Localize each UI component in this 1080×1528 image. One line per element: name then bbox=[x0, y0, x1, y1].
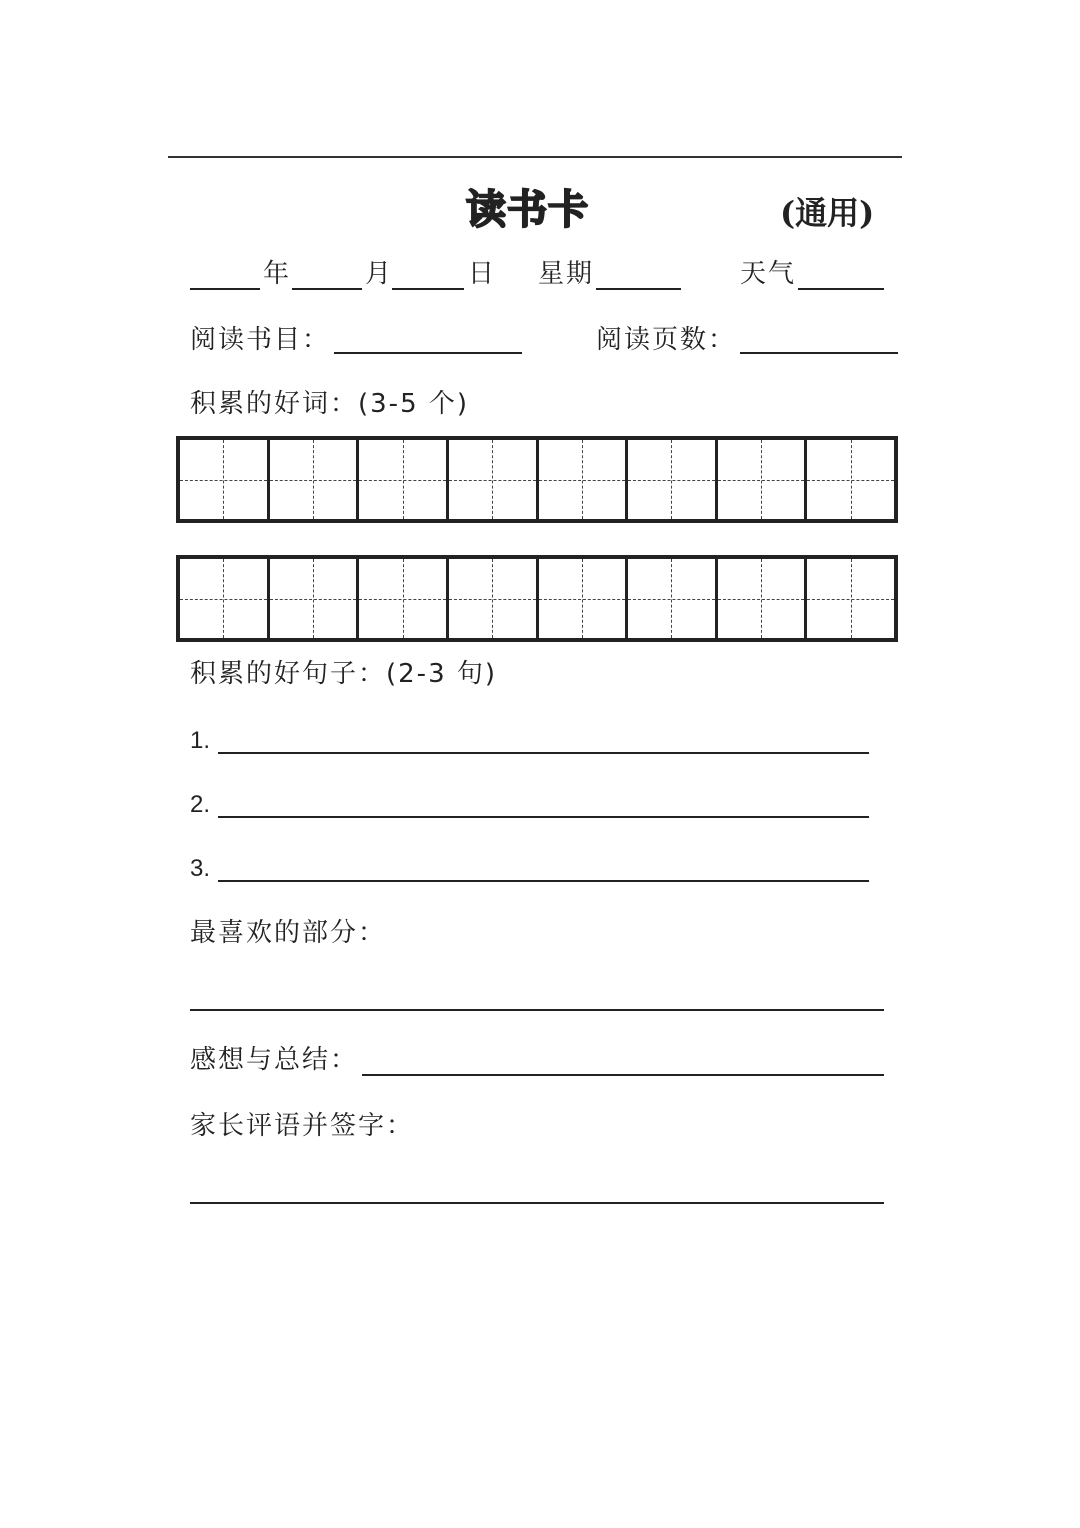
reflection-line[interactable] bbox=[362, 1074, 884, 1076]
writing-cell[interactable] bbox=[270, 440, 360, 519]
favorite-part-label: 最喜欢的部分： bbox=[190, 918, 387, 948]
parent-comment-label: 家长评语并签字： bbox=[190, 1111, 415, 1141]
sentence-number-2: 2. bbox=[190, 791, 211, 818]
header-divider bbox=[168, 156, 902, 158]
sentence-line-2[interactable] bbox=[218, 816, 869, 818]
weekday-blank[interactable] bbox=[596, 288, 681, 290]
writing-cell[interactable] bbox=[270, 559, 360, 638]
favorite-part-line[interactable] bbox=[190, 1009, 884, 1011]
weather-label: 天气 bbox=[740, 259, 797, 289]
writing-cell[interactable] bbox=[180, 440, 270, 519]
sentence-line-3[interactable] bbox=[218, 880, 869, 882]
book-title-blank[interactable] bbox=[334, 352, 522, 354]
year-blank[interactable] bbox=[190, 288, 260, 290]
writing-cell[interactable] bbox=[718, 440, 808, 519]
weekday-label: 星期 bbox=[538, 259, 595, 289]
writing-cell[interactable] bbox=[628, 559, 718, 638]
writing-cell[interactable] bbox=[628, 440, 718, 519]
writing-cell[interactable] bbox=[449, 559, 539, 638]
weather-blank[interactable] bbox=[798, 288, 884, 290]
pages-read-label: 阅读页数： bbox=[596, 325, 737, 355]
reflection-label: 感想与总结： bbox=[190, 1045, 359, 1075]
card-title: 读书卡 bbox=[466, 187, 589, 233]
writing-cell[interactable] bbox=[807, 559, 894, 638]
month-blank[interactable] bbox=[292, 288, 362, 290]
card-subtitle: (通用) bbox=[780, 194, 875, 232]
good-sentences-label: 积累的好句子：(2-3 句) bbox=[190, 659, 498, 689]
writing-cell[interactable] bbox=[539, 440, 629, 519]
writing-cell[interactable] bbox=[180, 559, 270, 638]
pages-read-blank[interactable] bbox=[740, 352, 898, 354]
writing-cell[interactable] bbox=[449, 440, 539, 519]
writing-cell[interactable] bbox=[718, 559, 808, 638]
good-words-grid-row-1 bbox=[176, 436, 898, 523]
writing-cell[interactable] bbox=[539, 559, 629, 638]
good-words-label: 积累的好词：(3-5 个) bbox=[190, 389, 470, 419]
month-label: 月 bbox=[365, 259, 394, 289]
year-label: 年 bbox=[263, 259, 292, 289]
sentence-line-1[interactable] bbox=[218, 752, 869, 754]
day-blank[interactable] bbox=[392, 288, 464, 290]
writing-cell[interactable] bbox=[359, 559, 449, 638]
day-label: 日 bbox=[468, 259, 497, 289]
good-words-grid-row-2 bbox=[176, 555, 898, 642]
book-title-label: 阅读书目： bbox=[190, 325, 331, 355]
writing-cell[interactable] bbox=[807, 440, 894, 519]
parent-comment-line[interactable] bbox=[190, 1202, 884, 1204]
sentence-number-3: 3. bbox=[190, 855, 211, 882]
writing-cell[interactable] bbox=[359, 440, 449, 519]
sentence-number-1: 1. bbox=[190, 727, 211, 754]
